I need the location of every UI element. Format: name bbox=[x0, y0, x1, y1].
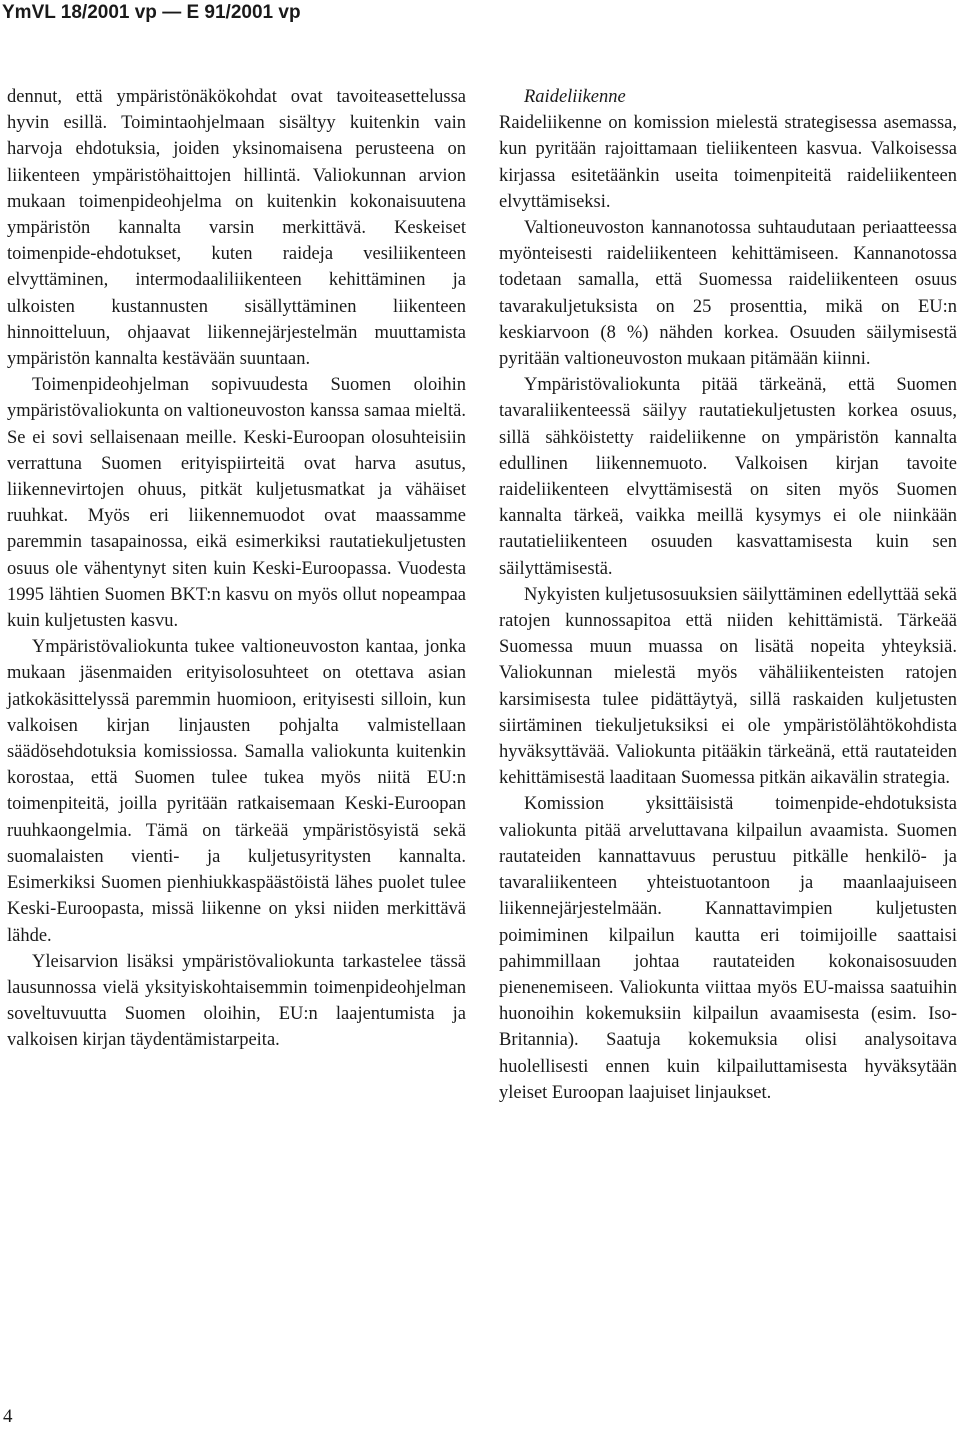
paragraph: Ympäristövaliokunta tukee valtioneuvoston kantaa, jonka mukaan jäsenmaiden erityisolosuhteet on otettava asian jatkokäsittelyssä paremmin huomioon, erityisesti silloin, kun valkoisen kirjan linjausten pohjalta valmistellaan säädösehdotuksia komissiossa. Samalla valiokunta kuitenkin korostaa, että Suomen tulee tukea myös niitä EU:n toimenpiteitä, joilla pyritään ratkaisemaan Keski-Euroopan ruuhkaongelmia. Tämä on tärkeää ympäristösyistä sekä suomalaisten vienti- ja kuljetusyritysten kannalta. Esimerkiksi Suomen pienhiukkaspäästöistä lähes puolet tulee Keski-Euroopasta, missä liikenne on yksi niiden merkittävä lähde. bbox=[7, 637, 466, 946]
paragraph: Nykyisten kuljetusosuuksien säilyttäminen edellyttää sekä ratojen kunnossapitoa että niiden kehittämistä. Tärkeää Suomessa muun muassa on lisätä nopeita yhteyksiä. Valiokunnan mielestä myös vähäliikenteisten ratojen karsimisesta tulee pidättäytyä, sillä raskaiden kuljetusten siirtäminen tiekuljetuksiksi ei ole ympäristölähtökohdista hyväksyttävää. Valiokunta pitääkin tärkeänä, että rautateiden kehittämisestä laaditaan Suomessa pitkän aikavälin strategia. bbox=[499, 584, 957, 789]
left-column bbox=[7, 84, 466, 1054]
right-column bbox=[499, 84, 957, 1106]
paragraph: Raideliikenne on komission mielestä strategisessa asemassa, kun pyritään rajoittamaan tieliikenteen kasvua. Valkoisessa kirjassa esitetäänkin useita toimenpiteitä raideliikenteen elvyttämiseksi. bbox=[499, 113, 957, 212]
section-heading: Raideliikenne bbox=[524, 87, 626, 107]
paragraph: Yleisarvion lisäksi ympäristövaliokunta tarkastelee tässä lausunnossa vielä yksityiskohtaisemmin toimenpideohjelman soveltuvuutta Suomen oloihin, EU:n laajentumista ja valkoisen kirjan täydentämistarpeita. bbox=[7, 951, 466, 1051]
paragraph: Ympäristövaliokunta pitää tärkeänä, että Suomen tavaraliikenteessä säilyy rautatiekuljetusten korkea osuus, sillä sähköistetty raideliikenne on ympäristön kannalta edullinen liikennemuoto. Valkoisen kirjan tavoite raideliikenteen elvyttämisestä on siten myös Suomen kannalta tärkeä, vaikka meillä kysymys ei ole niinkään rautatieliikenteen osuuden kasvattamisesta kuin sen säilyttämisestä. bbox=[499, 375, 957, 579]
paragraph: Toimenpideohjelman sopivuudesta Suomen oloihin ympäristövaliokunta on valtioneuvoston kanssa samaa mieltä. Se ei sovi sellaisenaan meille. Keski-Euroopan olosuhteisiin verrattuna Suomen erityispiirteitä ovat harva asutus, liikennevirtojen ohuus, pitkät kuljetusmatkat ja vähäiset ruuhkat. Myös eri liikennemuodot ovat maassamme paremmin tasapainossa, eikä esimerkiksi rautatiekuljetusten osuus ole vähentynyt siten kuin Keski-Euroopassa. Vuodesta 1995 lähtien Suomen BKT:n kasvu on myös ollut nopeampaa kuin kuljetusten kasvu. bbox=[7, 375, 466, 632]
paragraph: Valtioneuvoston kannanotossa suhtaudutaan periaatteessa myönteisesti raideliikenteen kehittämiseen. Kannanotossa todetaan samalla, että Suomessa raideliikenteen osuus tavarakuljetuksista on 25 prosenttia, mikä on EU:n keskiarvoon (8 %) nähden korkea. Osuuden säilymisestä pyritään valtioneuvoston mukaan pitämään kiinni. bbox=[499, 218, 957, 370]
document-header: YmVL 18/2001 vp — E 91/2001 vp bbox=[2, 2, 301, 23]
paragraph: Komission yksittäisistä toimenpide-ehdotuksista valiokunta pitää arveluttavana kilpailun avaamista. Suomen rautateiden kannattavuus perustuu pitkälle henkilö- ja tavaraliikenteen yhteistuotantoon ja maanlaajuiseen liikennejärjestelmään. Kannattavimpien kuljetusten poimiminen kilpailun kautta eri toimijoille saattaisi pahimmillaan johtaa rautateiden kokonaisosuuden pienenemiseen. Valiokunta viittaa myös EU-maissa saatuihin huonoihin kokemuksiin kilpailun avaamisesta (esim. Iso-Britannia). Saatuja kokemuksia olisi analysoitava huolellisesti ennen kuin kilpailuttamisesta hyväksytään yleiset Euroopan laajuiset linjaukset. bbox=[499, 794, 957, 1103]
page-number: 4 bbox=[3, 1406, 13, 1427]
paragraph: dennut, että ympäristönäkökohdat ovat tavoiteasettelussa hyvin esillä. Toimintaohjelmaan sisältyy kuitenkin vain harvoja ehdotuksia, joiden yksinomaisena perusteena on liikenteen ympäristöhaittojen hillintä. Valiokunnan arvion mukaan toimenpideohjelma on kuitenkin kokonaisuutena ympäristön kannalta varsin merkittävä. Keskeiset toimenpide-ehdotukset, kuten raideja vesiliikenteen elvyttäminen, intermodaaliliikenteen kehittäminen ja ulkoisten kustannusten sisällyttäminen liikenteen hinnoitteluun, ohjaavat liikennejärjestelmän muuttamista ympäristön kannalta kestävään suuntaan. bbox=[7, 87, 466, 370]
